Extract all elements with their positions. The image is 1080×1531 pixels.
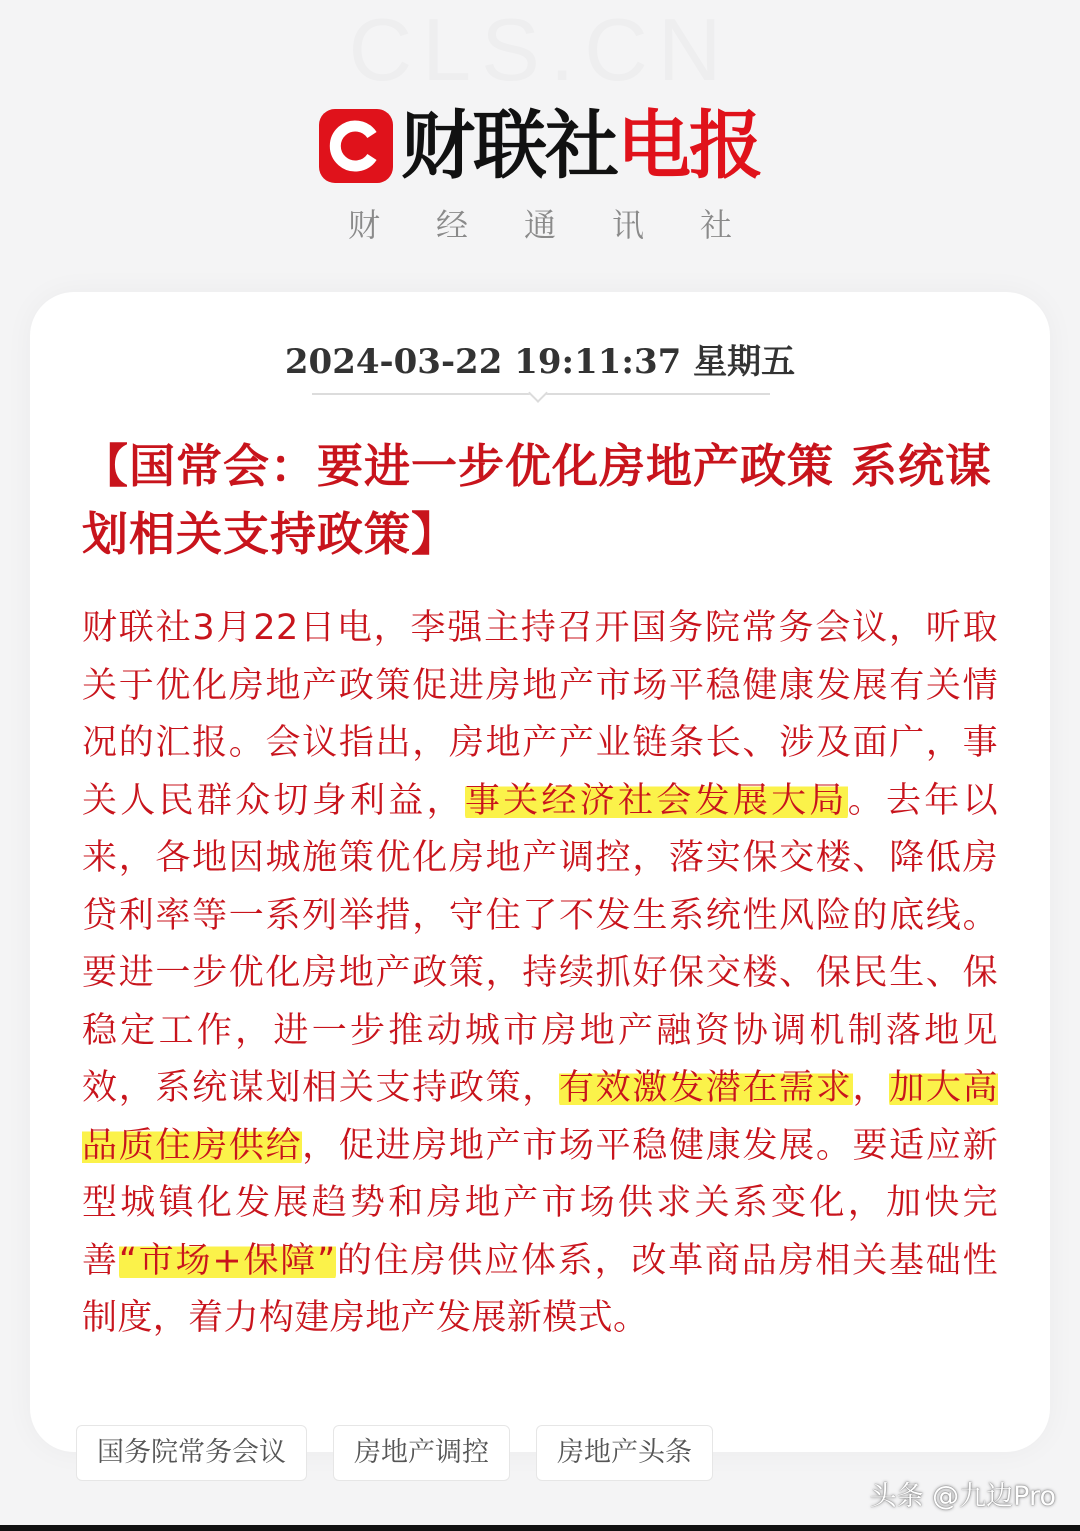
logo-text: [401, 104, 761, 188]
body-highlight: 事关经济社会发展大局: [464, 780, 848, 821]
tag-real-estate-headlines[interactable]: 房地产头条: [536, 1425, 713, 1481]
cls-logo-icon: [319, 109, 393, 183]
article-body: [82, 600, 998, 1348]
source-watermark: 头条 @九边Pro: [869, 1481, 1056, 1512]
article-datetime: 2024-03-22 19:11:37 星期五: [284, 342, 796, 382]
bottom-bar: [0, 1525, 1080, 1531]
body-segment: 。去年以来，各地因城施策优化房地产调控，落实保交楼、降低房贷利率等一系列举措，守住了不发生系统性风险的底线。要进一步优化房地产政策，持续抓好保交楼、保民生、保稳定工作，进一步推动城市房地产融资协调机制落地见效，系统谋划相关支持政策，: [82, 780, 998, 1108]
body-segment: ，促进房地产市场平稳健康发展。要适应新型城镇化发展趋势和房地产市场供求关系变化，加快完善: [82, 1125, 998, 1281]
logo-subtitle: 财经通讯社: [347, 206, 788, 244]
body-highlight: “市场+保障”: [118, 1240, 336, 1281]
body-highlight: 有效激发潜在需求: [558, 1068, 853, 1108]
tag-real-estate-regulation[interactable]: 房地产调控: [333, 1425, 510, 1481]
body-segment: 的住房供应体系，改革商品房相关基础性制度，着力构建房地产发展新模式。: [82, 1240, 998, 1338]
logo-text-brand: 财联社: [401, 103, 617, 189]
logo: [0, 104, 1080, 188]
logo-text-telegraph: 电报: [617, 103, 761, 189]
body-highlight: 加大高品质住房供给: [82, 1068, 999, 1166]
body-segment: ，: [852, 1068, 890, 1108]
body-segment: 财联社3月22日电，李强主持召开国务院常务会议，听取关于优化房地产政策促进房地产市场平稳健康发展有关情况的汇报。会议指出，房地产产业链条长、涉及面广，事关人民群众切身利益，: [82, 608, 998, 821]
tag-state-council-meeting[interactable]: 国务院常务会议: [76, 1425, 307, 1481]
tag-list: [76, 1425, 713, 1481]
article-headline: 【国常会：要进一步优化房地产政策 系统谋划相关支持政策】: [82, 439, 993, 561]
cls-watermark: CLS.CN: [348, 0, 732, 99]
